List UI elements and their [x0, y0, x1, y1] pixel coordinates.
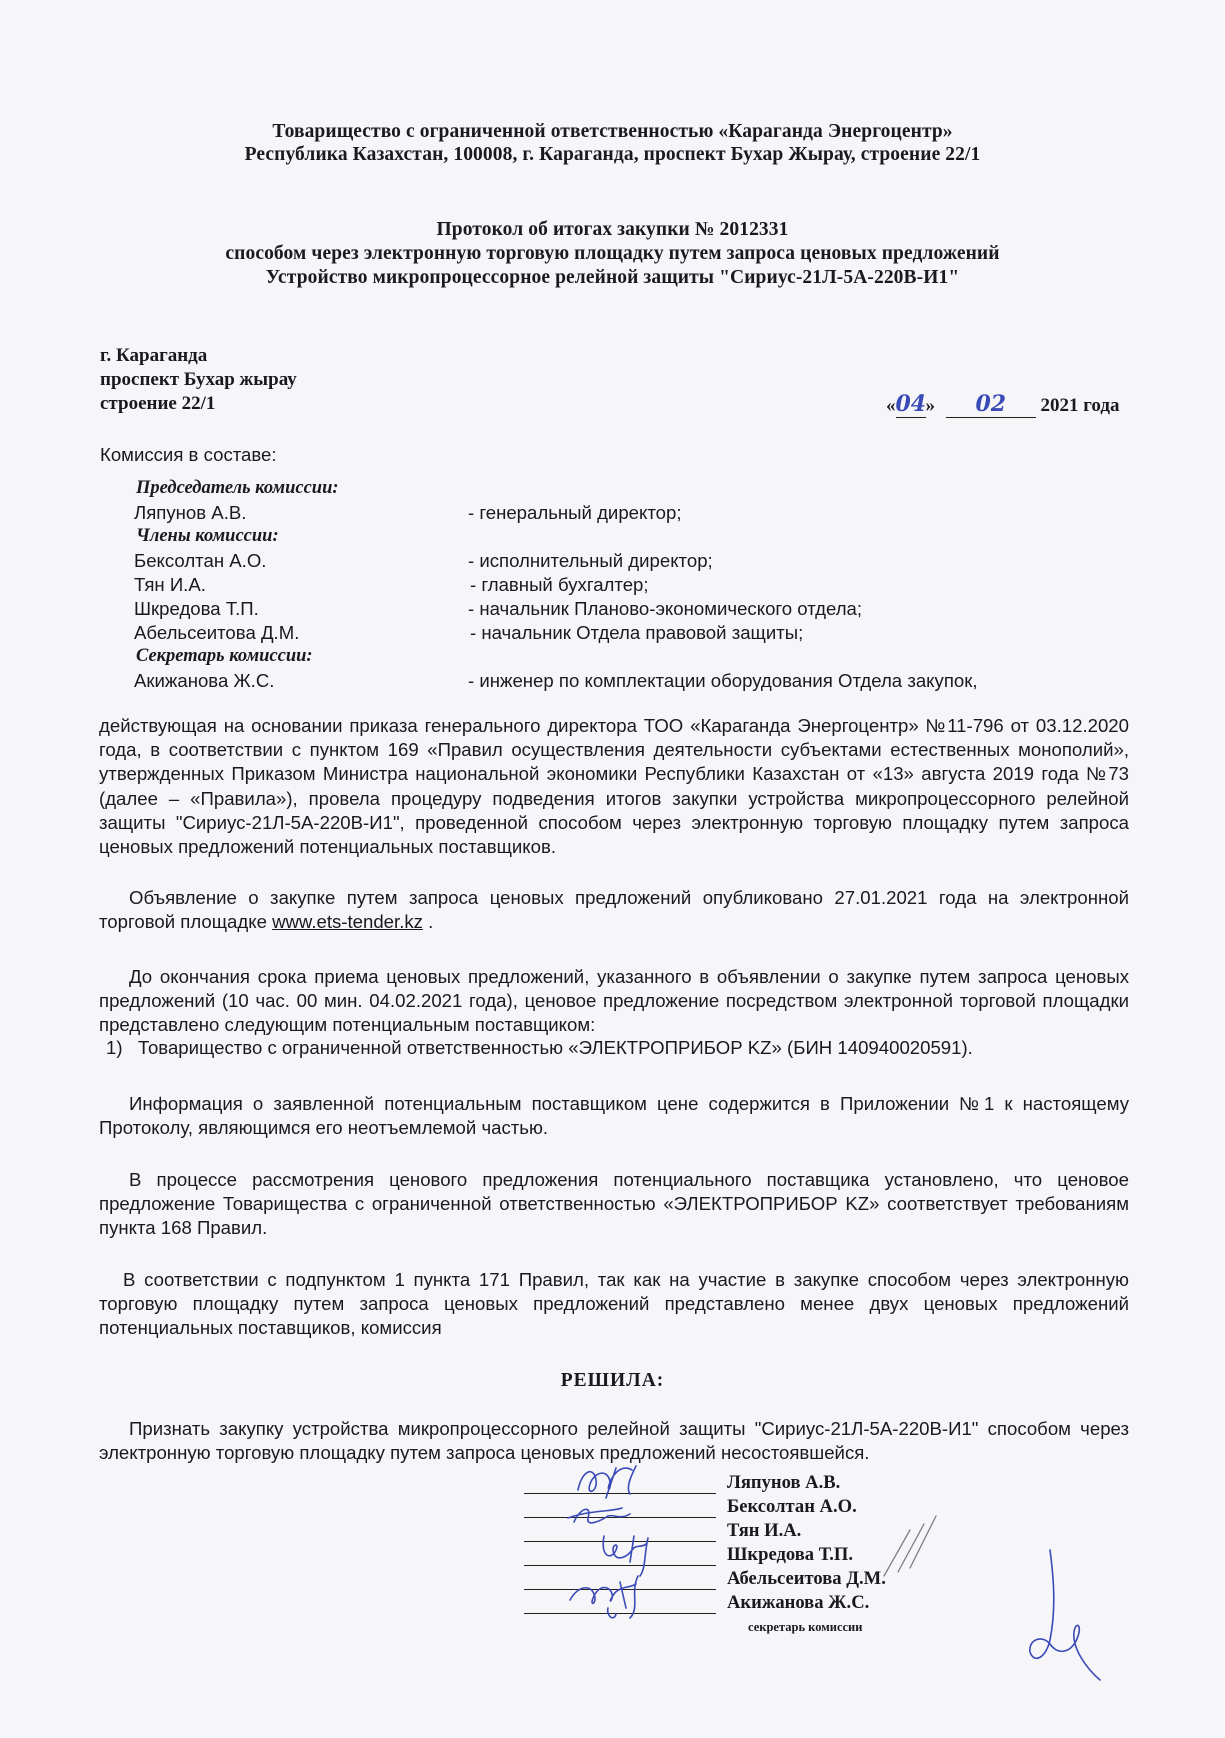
- protocol-subject: Устройство микропроцессорное релейной защиты "Сириус-21Л-5А-220В-И1": [265, 267, 960, 288]
- commission-intro: Комиссия в составе:: [100, 444, 277, 465]
- member-name: Абельсеитова Д.М.: [134, 622, 300, 643]
- date-close-quote: »: [925, 395, 935, 416]
- signatory-name: Ляпунов А.В.: [727, 1472, 841, 1493]
- secretary-name: Акижанова Ж.С.: [134, 670, 275, 691]
- decision-heading: РЕШИЛА:: [560, 1370, 665, 1391]
- handwritten-signatures: [560, 1458, 760, 1628]
- place-building: строение 22/1: [100, 393, 216, 414]
- paragraph-decision: Признать закупку устройства микропроцессорного релейной защиты "Сириус-21Л-5А-220В-И1" способом через электронную торговую площадку путем запроса ценовых предложений несостоявшейся.: [99, 1418, 1129, 1464]
- paragraph-price-info: Информация о заявленной потенциальным поставщиком цене содержится в Приложении №1 к настоящему Протоколу, являющимся его неотъемлемой частью.: [99, 1093, 1129, 1139]
- place-street: проспект Бухар жырау: [100, 369, 297, 390]
- signatory-name: Абельсеитова Д.М.: [727, 1568, 886, 1589]
- ets-tender-link[interactable]: www.ets-tender.kz: [272, 911, 423, 933]
- protocol-date: [886, 391, 1119, 418]
- secretary-caption: секретарь комиссии: [748, 1620, 863, 1634]
- supplier-name: Товарищество с ограниченной ответственностью «ЭЛЕКТРОПРИБОР KZ» (БИН 140940020591).: [138, 1037, 973, 1058]
- date-year: 2021 года: [1040, 395, 1120, 416]
- place-city: г. Караганда: [100, 345, 208, 366]
- secretary-role: - инженер по комплектации оборудования Отдела закупок,: [468, 670, 978, 691]
- date-day: 04: [895, 391, 927, 417]
- margin-mark: [880, 1510, 940, 1580]
- paragraph-offers: До окончания срока приема ценовых предложений, указанного в объявлении о закупке путем запроса ценовых предложений (10 час. 00 мин. 04.02.2021 года), ценовое предложение посредством электронной торговой площадки представлено следующим потенциальным поставщиком:: [99, 966, 1129, 1036]
- paragraph-basis: действующая на основании приказа генерального директора ТОО «Караганда Энергоцентр» №11-796 от 03.12.2020 года, в соответствии с пунктом 169 «Правил осуществления деятельности субъектами естественных монополий», утвержденных Приказом Министра национальной экономики Республики Казахстан от «13» августа 2019 года №73 (далее – «Правила»), провела процедуру подведения итогов закупки устройства микропроцессорного релейной защиты "Сириус-21Л-5А-220В-И1", проведенной способом через электронную торговую площадку путем запроса ценовых предложений потенциальных поставщиков.: [99, 715, 1129, 858]
- signatory-name: Бексолтан А.О.: [727, 1496, 857, 1517]
- date-month: 02: [975, 391, 1007, 417]
- paragraph-rule-171: В соответствии с подпунктом 1 пункта 171 Правил, так как на участие в закупке способом через электронную торговую площадку путем запроса ценовых предложений представлено менее двух ценовых предложений потенциальных поставщиков, комиссия: [99, 1269, 1129, 1339]
- secretary-heading: Секретарь комиссии:: [136, 646, 313, 666]
- supplier-number: 1): [106, 1037, 123, 1058]
- paragraph-announcement: [99, 886, 1129, 934]
- org-address: Республика Казахстан, 100008, г. Караганда, проспект Бухар Жырау, строение 22/1: [244, 144, 981, 165]
- chair-heading: Председатель комиссии:: [136, 478, 339, 498]
- org-name: Товарищество с ограниченной ответственностью «Караганда Энергоцентр»: [272, 121, 953, 142]
- signatory-name: Акижанова Ж.С.: [727, 1592, 870, 1613]
- signatory-name: Шкредова Т.П.: [727, 1544, 854, 1565]
- protocol-method: способом через электронную торговую площадку путем запроса ценовых предложений: [225, 243, 1000, 264]
- protocol-title: Протокол об итогах закупки № 2012331: [436, 219, 789, 240]
- initials-signature: [1020, 1540, 1110, 1690]
- supplier-item: [106, 1037, 973, 1059]
- member-name: Бексолтан А.О.: [134, 550, 267, 571]
- member-role: - начальник Планово-экономического отдела;: [468, 598, 863, 619]
- chair-role: - генеральный директор;: [468, 502, 682, 523]
- date-open-quote: «: [886, 395, 896, 416]
- announcement-text: Объявление о закупке путем запроса ценовых предложений опубликовано 27.01.2021 года на электронной торговой площадке: [99, 887, 1129, 933]
- signatory-name: Тян И.А.: [727, 1520, 802, 1541]
- paragraph-review: В процессе рассмотрения ценового предложения потенциального поставщика установлено, что ценовое предложение Товарищества с ограниченной ответственностью «ЭЛЕКТРОПРИБОР KZ» соответствует требованиям пункта 168 Правил.: [99, 1169, 1129, 1239]
- member-name: Тян И.А.: [134, 574, 206, 595]
- member-role: - исполнительный директор;: [468, 550, 713, 571]
- chair-name: Ляпунов А.В.: [134, 502, 247, 523]
- member-name: Шкредова Т.П.: [134, 598, 259, 619]
- member-role: - начальник Отдела правовой защиты;: [470, 622, 804, 643]
- announcement-end: .: [422, 911, 434, 933]
- member-role: - главный бухгалтер;: [470, 574, 649, 595]
- members-heading: Члены комиссии:: [136, 526, 279, 546]
